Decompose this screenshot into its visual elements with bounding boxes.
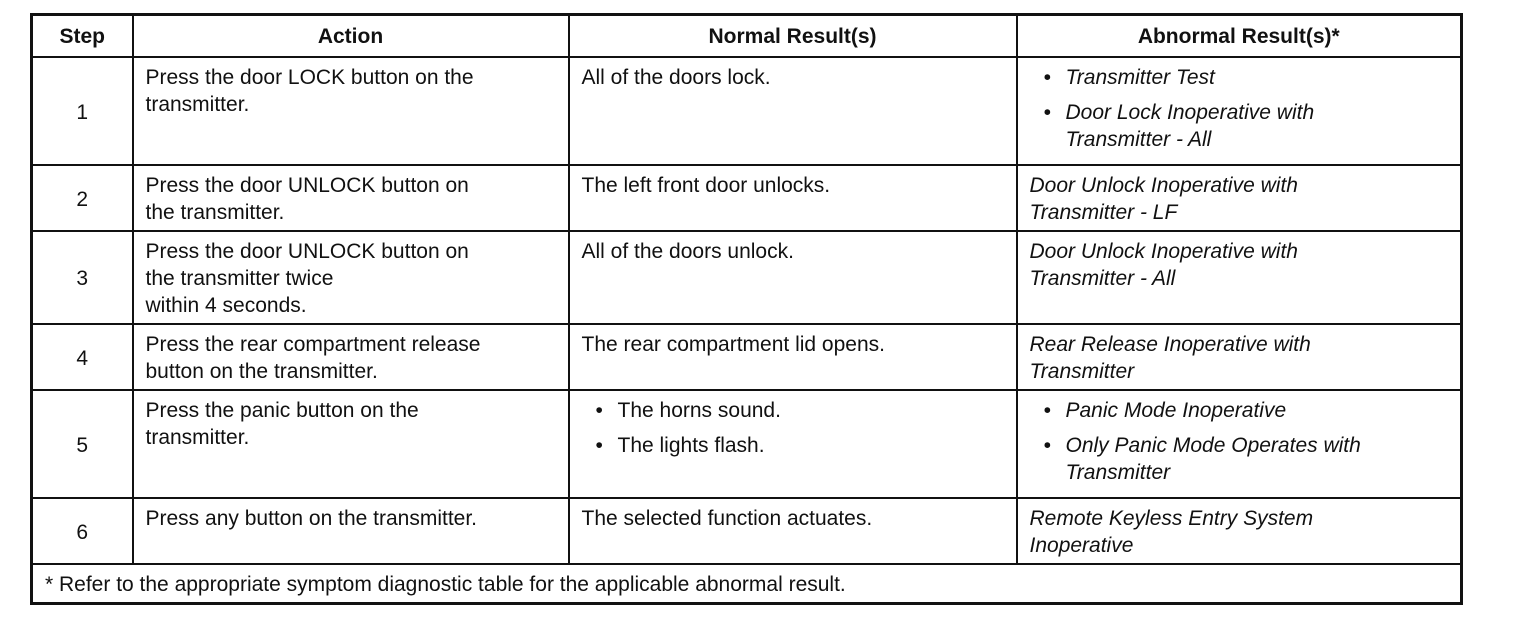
normal-result-item (582, 432, 1004, 459)
action-cell (133, 165, 569, 231)
normal-result-cell (569, 390, 1017, 498)
normal-result-item (582, 397, 1004, 424)
abnormal-result-text: Transmitter - All (1065, 128, 1212, 151)
normal-result-list (582, 397, 1004, 459)
abnormal-result-item (1030, 432, 1449, 486)
normal-result-cell (569, 324, 1017, 390)
abnormal-result-text: Panic Mode Inoperative (1065, 399, 1287, 422)
abnormal-result-text: • Only Panic Mode Operates with (1065, 434, 1361, 457)
table-row (32, 165, 1462, 231)
step-number: 1 (32, 57, 133, 165)
table-row (32, 57, 1462, 165)
header-abnormal-results: Abnormal Result(s)* (1017, 15, 1462, 58)
action-cell (133, 390, 569, 498)
normal-result-cell (569, 57, 1017, 165)
normal-result-text: The left front door unlocks. (581, 174, 831, 197)
abnormal-result-text: Transmitter - All (1029, 267, 1176, 290)
abnormal-result-text: • Door Lock Inoperative with (1065, 101, 1315, 124)
diagnostic-table (30, 13, 1463, 605)
action-text: Press the door LOCK button on the (145, 66, 474, 89)
footnote: * Refer to the appropriate symptom diagnostic table for the applicable abnormal result. (32, 564, 1462, 604)
action-text: within 4 seconds. (145, 294, 307, 317)
header-row (32, 15, 1462, 58)
header-action: Action (133, 15, 569, 58)
abnormal-result-text: Door Unlock Inoperative with (1029, 240, 1298, 263)
normal-result-text: All of the doors unlock. (581, 240, 794, 263)
abnormal-result-cell (1017, 390, 1462, 498)
header-step: Step (32, 15, 133, 58)
step-number: 4 (32, 324, 133, 390)
action-text: transmitter. (145, 426, 250, 449)
header-normal-results: Normal Result(s) (569, 15, 1017, 58)
action-text: the transmitter. (145, 201, 285, 224)
normal-result-cell (569, 165, 1017, 231)
abnormal-result-text: Transmitter (1065, 461, 1171, 484)
normal-result-text: The horns sound. (617, 399, 781, 422)
table-row (32, 498, 1462, 564)
abnormal-result-item (1030, 397, 1449, 424)
abnormal-result-cell (1017, 231, 1462, 324)
action-cell (133, 57, 569, 165)
abnormal-result-item (1030, 99, 1449, 153)
normal-result-text: The selected function actuates. (581, 507, 873, 530)
action-text: transmitter. (145, 93, 250, 116)
abnormal-result-item (1030, 64, 1449, 91)
abnormal-result-text: Inoperative (1029, 534, 1134, 557)
table-row (32, 231, 1462, 324)
abnormal-result-text: Transmitter - LF (1029, 201, 1178, 224)
normal-result-text: The lights flash. (617, 434, 765, 457)
normal-result-cell (569, 231, 1017, 324)
abnormal-result-list (1030, 64, 1449, 153)
step-number: 2 (32, 165, 133, 231)
abnormal-result-text: Transmitter Test (1065, 66, 1215, 89)
normal-result-cell (569, 498, 1017, 564)
abnormal-result-cell (1017, 57, 1462, 165)
table-row (32, 390, 1462, 498)
abnormal-result-text: Rear Release Inoperative with (1029, 333, 1311, 356)
table-row (32, 324, 1462, 390)
action-text: Press the rear compartment release (145, 333, 481, 356)
normal-result-text: The rear compartment lid opens. (581, 333, 885, 356)
action-text: Press the panic button on the (145, 399, 419, 422)
step-number: 3 (32, 231, 133, 324)
abnormal-result-cell (1017, 498, 1462, 564)
abnormal-result-text: Transmitter (1029, 360, 1135, 383)
action-text: Press the door UNLOCK button on (145, 174, 469, 197)
action-text: Press any button on the transmitter. (145, 507, 478, 530)
abnormal-result-cell (1017, 324, 1462, 390)
abnormal-result-text: Door Unlock Inoperative with (1029, 174, 1298, 197)
normal-result-text: All of the doors lock. (581, 66, 771, 89)
action-cell (133, 498, 569, 564)
step-number: 5 (32, 390, 133, 498)
action-cell (133, 231, 569, 324)
action-text: button on the transmitter. (145, 360, 378, 383)
abnormal-result-list (1030, 397, 1449, 486)
abnormal-result-cell (1017, 165, 1462, 231)
action-cell (133, 324, 569, 390)
step-number: 6 (32, 498, 133, 564)
action-text: the transmitter twice (145, 267, 334, 290)
footnote-row (32, 564, 1462, 604)
action-text: Press the door UNLOCK button on (145, 240, 469, 263)
abnormal-result-text: Remote Keyless Entry System (1029, 507, 1314, 530)
